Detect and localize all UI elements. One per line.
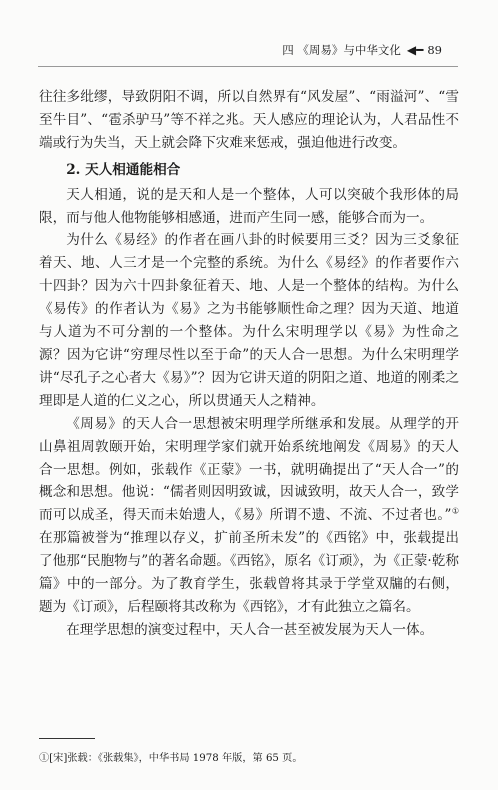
paragraph-4 <box>39 413 459 619</box>
paragraph-4-part-a: 《周易》的天人合一思想被宋明理学所继承和发展。从理学的开山鼻祖周敦颐开始，宋明理学家们就开始系统地阐发《周易》的天人合一思想。例如，张载作《正蒙》一书，就明确提出了“天人合一”的概念和思想。他说：“儒者则因明致诚，因诚致明，故天人合一，致学而可以成圣，得天而未始遗人，《易》所谓不遗、不流、不过者也。” <box>39 415 459 524</box>
paragraph-5: 在理学思想的演变过程中，天人合一甚至被发展为天人一体。 <box>66 621 434 638</box>
section-title: 2. 天人相通能相合 <box>66 161 181 178</box>
running-header <box>282 42 442 58</box>
arrow-icon: ◀━ <box>406 43 424 57</box>
page-number: 89 <box>427 43 442 57</box>
footnote-reference[interactable]: ① <box>451 506 460 516</box>
main-text <box>39 86 459 642</box>
paragraph-2: 天人相通，说的是天和人是一个整体，人可以突破个我形体的局限，而与他人他物能够相感通，进而产生同一感，能够合而为一。 <box>39 186 459 226</box>
footnote: ①[宋]张载：《张载集》，中华书局 1978 年版，第 65 页。 <box>39 753 303 764</box>
footnote-rule <box>39 738 95 739</box>
paragraph-4-part-b: 在那篇被誉为“推理以存义，扩前圣所未发”的《西铭》中，张载提出了他那“民胞物与”的著名命题。《西铭》，原名《订顽》，为《正蒙·乾称篇》中的一部分。为了教育学生，张载曾将其录于学堂双牖的右侧，题为《订顽》，后程颐将其改称为《西铭》，才有此独立之篇名。 <box>39 530 459 615</box>
chapter-title: 四 《周易》与中华文化 <box>282 43 401 57</box>
paragraph-3: 为什么《易经》的作者在画八卦的时候要用三爻？因为三爻象征着天、地、人三才是一个完整的系统。为什么《易经》的作者要作六十四卦？因为六十四卦象征着天、地、人是一个整体的结构。为什么《易传》的作者认为《易》之为书能够顺性命之理？因为天道、地道与人道为不可分割的一个整体。为什么宋明理学以《易》为性命之源？因为它讲“穷理尽性以至于命”的天人合一思想。为什么宋明理学讲“尽孔子之心者大《易》”？因为它讲天道的阴阳之道、地道的刚柔之理即是人道的仁义之心，所以贯通天人之精神。 <box>39 232 459 409</box>
header-rule <box>38 66 458 67</box>
paragraph-1: 往往多纰缪，导致阴阳不调，所以自然界有“风发屋”、“雨溢河”、“雪至牛目”、“雹杀驴马”等不祥之兆。天人感应的理论认为，人君品性不端或行为失当，天上就会降下灾难来惩戒，强迫他进行改变。 <box>39 89 459 151</box>
